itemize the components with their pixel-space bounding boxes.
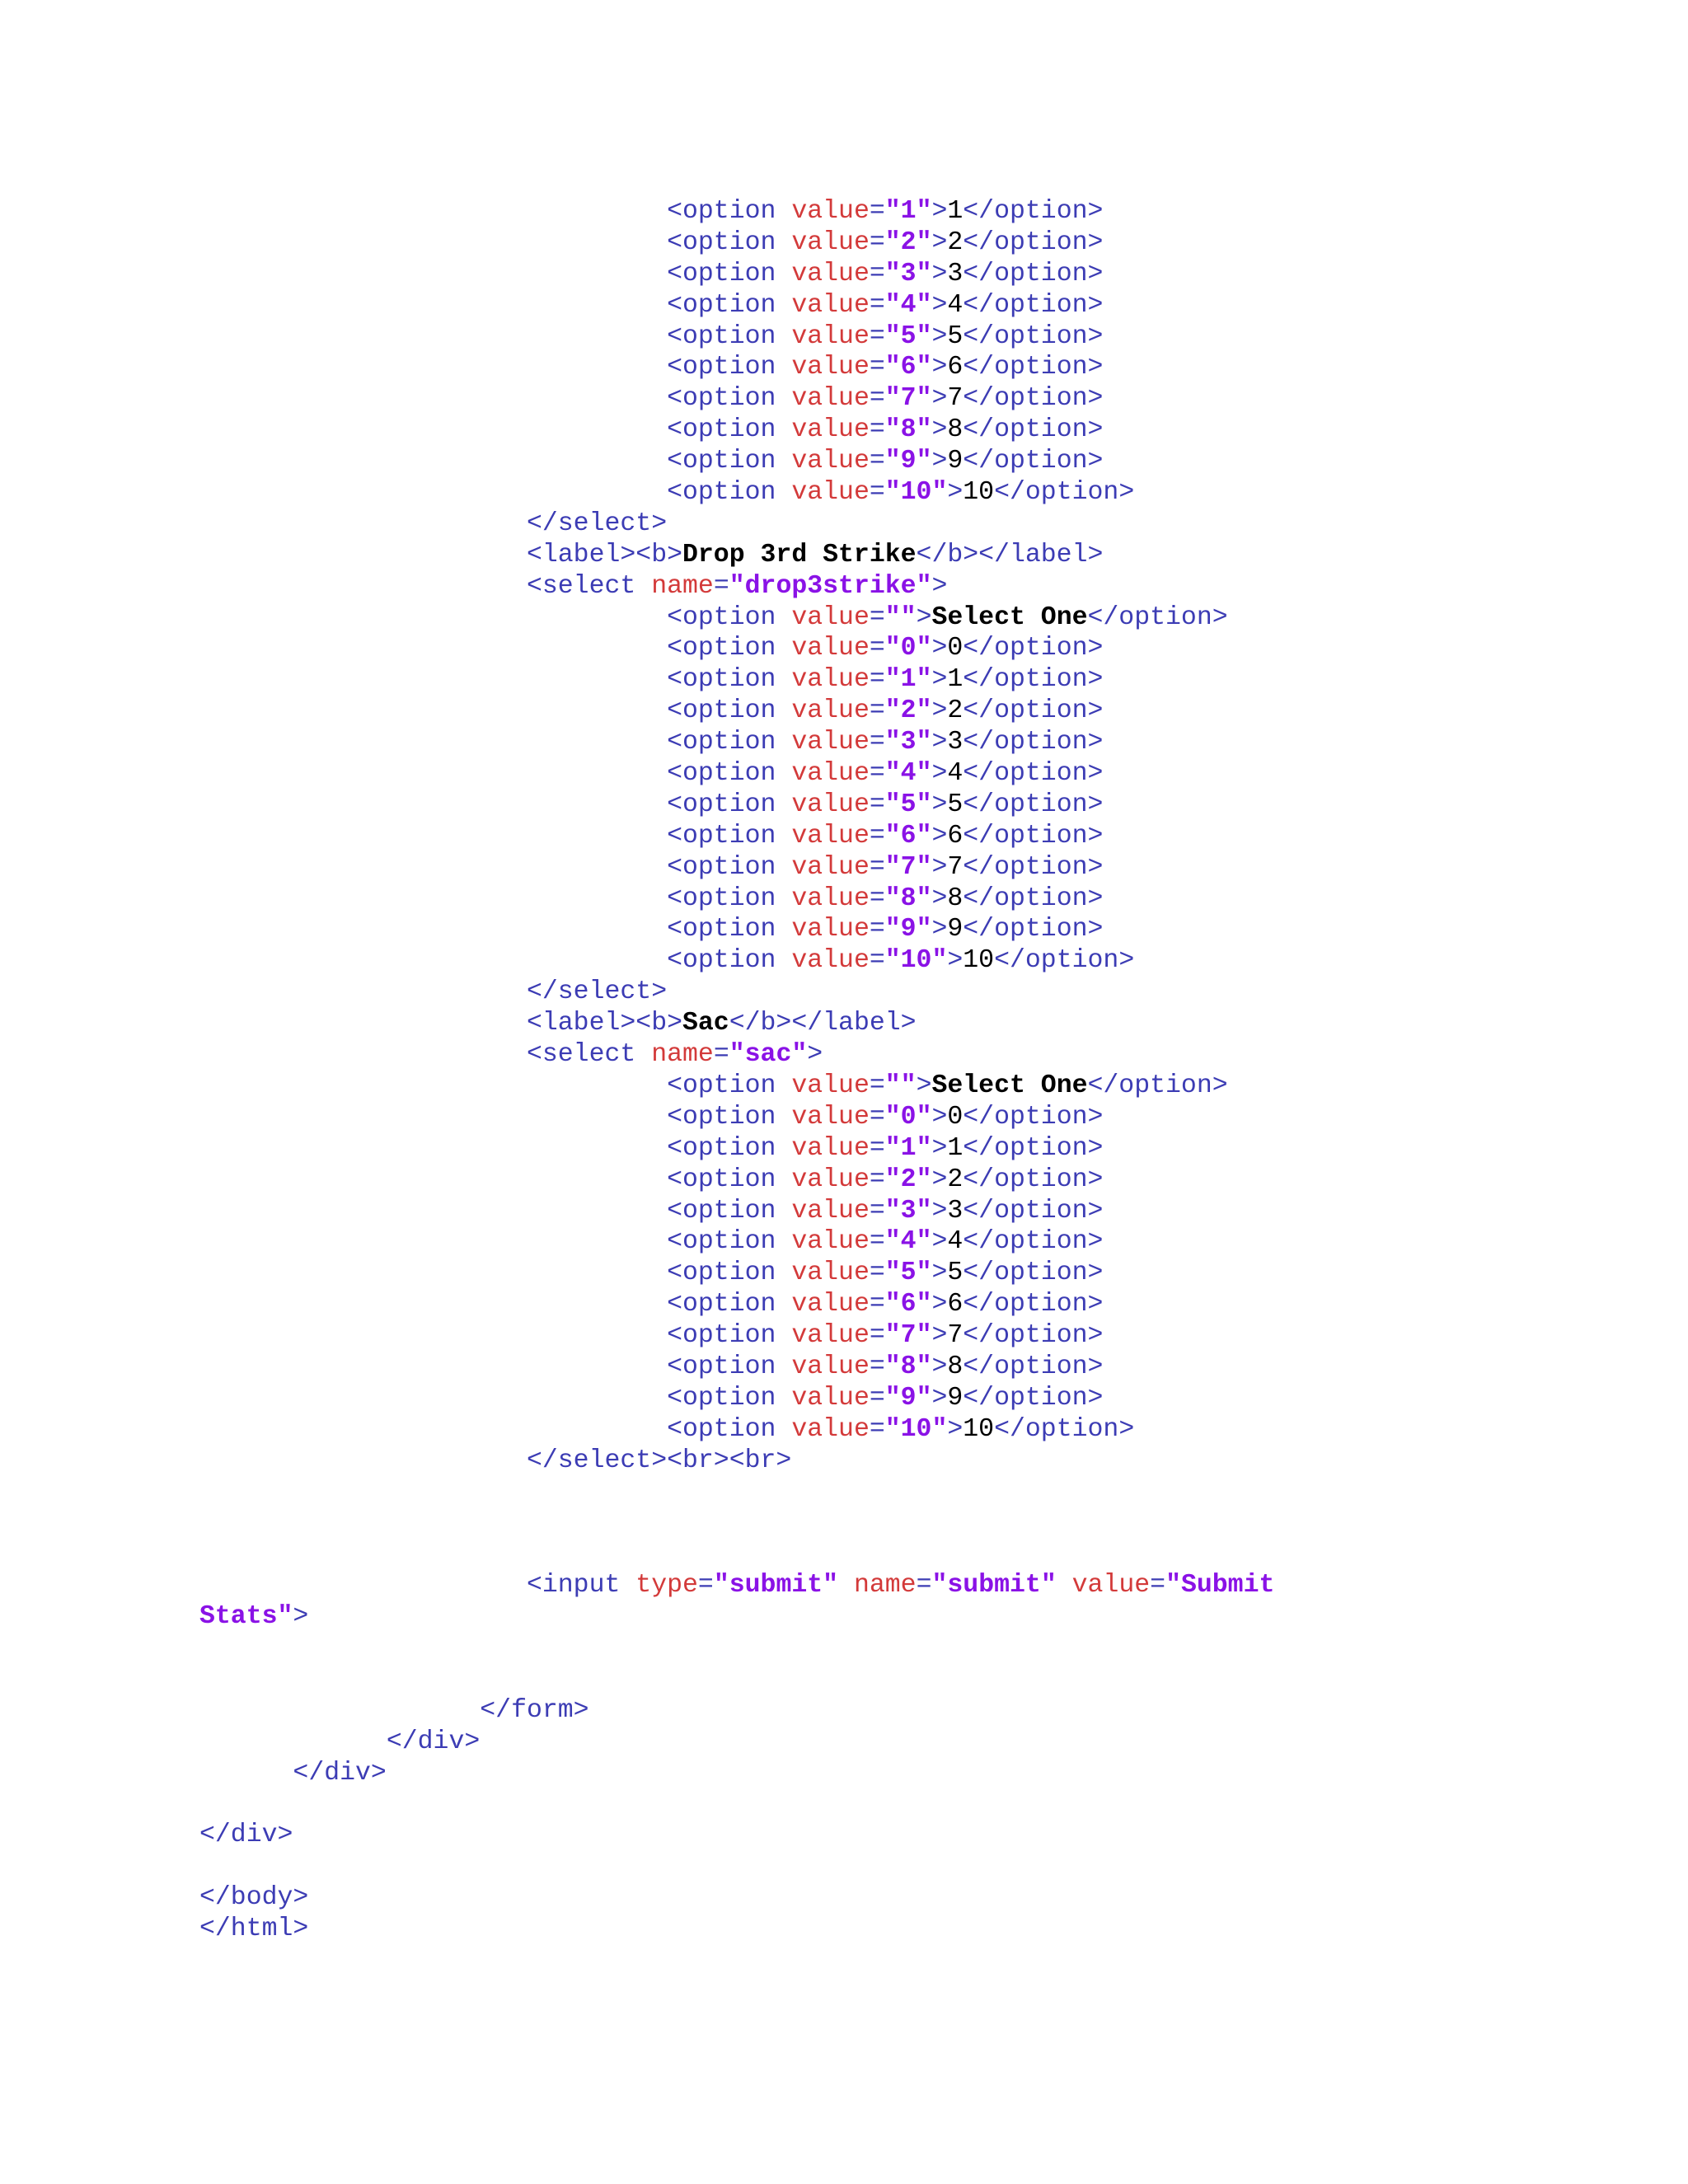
code-listing [199,196,1485,1945]
code-line: <option value="6">6</option> [667,353,1104,382]
option-value: 5 [900,790,917,819]
option-text: 9 [947,1383,964,1413]
option-value: 0 [900,1102,917,1132]
code-line [199,1851,1485,1882]
option-text: 8 [947,883,964,913]
code-line: <option value="10">10</option> [667,478,1135,508]
option-text: 9 [947,915,964,944]
code-line: <option value="5">5</option> [667,321,1104,351]
option-text: 6 [947,821,964,851]
code-line: <option value="9">9</option> [667,1383,1104,1413]
option-text: 8 [947,415,964,445]
code-line: <input type="submit" name="submit" value="Submit [526,1571,1275,1601]
option-value: 4 [900,759,917,789]
closing-tag: </div> [386,1727,481,1756]
option-value: 9 [900,1383,917,1413]
code-line: <label><b>Drop 3rd Strike</b></label> [526,540,1104,569]
option-value: 9 [900,915,917,944]
option-text: 8 [947,1352,964,1381]
code-line: <select name="drop3strike"> [526,571,948,601]
code-line: <option value="2">2</option> [667,227,1104,257]
option-value: 4 [900,1227,917,1257]
code-line: <option value="2">2</option> [667,1165,1104,1194]
code-line: <option value="3">3</option> [667,728,1104,757]
option-value: 1 [900,665,917,695]
code-line: <option value="7">7</option> [667,384,1104,414]
code-line: <option value="">Select One</option> [667,602,1228,632]
option-value: 2 [900,696,917,726]
option-text: 4 [947,759,964,789]
option-text: 3 [947,1196,964,1226]
option-text: 4 [947,290,964,320]
input-name: submit [947,1571,1041,1601]
code-line: <option value="10">10</option> [667,946,1135,976]
option-value: 7 [900,384,917,414]
code-line: Stats"> [199,1602,309,1632]
option-text: 0 [947,1102,964,1132]
code-line [199,977,1485,1008]
option-text: 10 [963,1414,995,1444]
option-text: 5 [947,321,964,351]
option-text: 6 [947,1290,964,1319]
code-line: <option value="6">6</option> [667,821,1104,851]
option-value: 5 [900,1258,917,1288]
option-text: 1 [947,665,964,695]
code-line: <option value="4">4</option> [667,759,1104,789]
option-text: 1 [947,197,964,226]
option-text: 4 [947,1227,964,1257]
option-value: 8 [900,415,917,445]
code-line [199,1882,1485,1914]
code-line [199,1820,1485,1851]
option-value: 3 [900,1196,917,1226]
select-name: drop3strike [744,571,917,601]
option-value: 4 [900,290,917,320]
option-text: 6 [947,353,964,382]
select-name: sac [744,1040,792,1070]
option-value: 1 [900,197,917,226]
code-line [199,1758,1485,1789]
option-text: 5 [947,1258,964,1288]
code-line [199,1664,1485,1695]
option-value: 10 [900,1414,932,1444]
closing-tag: </html> [199,1914,309,1943]
code-line: <option value="4">4</option> [667,1227,1104,1257]
code-line: <option value="9">9</option> [667,447,1104,476]
code-line: <option value="5">5</option> [667,1258,1104,1288]
option-text: 7 [947,1321,964,1351]
code-line [199,1914,1485,1945]
option-text: 7 [947,852,964,882]
code-line: <option value="3">3</option> [667,259,1104,288]
code-line [199,1539,1485,1570]
code-line: <label><b>Sac</b></label> [526,1009,917,1038]
code-line: <option value="3">3</option> [667,1196,1104,1226]
option-text: 9 [947,447,964,476]
option-value: 10 [900,478,932,508]
option-value: 2 [900,227,917,257]
code-line: <select name="sac"> [526,1040,823,1070]
code-line: <option value="10">10</option> [667,1414,1135,1444]
option-text: 2 [947,227,964,257]
code-line: <option value="8">8</option> [667,415,1104,445]
option-value: 0 [900,634,917,663]
code-line: <option value="5">5</option> [667,790,1104,819]
option-value: 5 [900,321,917,351]
option-text: 7 [947,384,964,414]
code-line: <option value="1">1</option> [667,197,1104,226]
code-line [199,1695,1485,1727]
option-value: 6 [900,1290,917,1319]
option-text: 10 [963,946,995,976]
option-text: 1 [947,1133,964,1163]
code-line: <option value="8">8</option> [667,1352,1104,1381]
option-value: 8 [900,883,917,913]
closing-tag: </div> [199,1821,293,1850]
code-line [199,1507,1485,1539]
label-text: Drop 3rd Strike [682,540,917,569]
option-value: 10 [900,946,932,976]
option-text: 3 [947,259,964,288]
option-value: 2 [900,1165,917,1194]
code-line [199,1633,1485,1664]
input-type: submit [729,1571,823,1601]
option-value: 6 [900,821,917,851]
option-text: 2 [947,1165,964,1194]
closing-tag: </select> [526,977,668,1007]
option-text: 5 [947,790,964,819]
code-line [199,1446,1485,1477]
option-value: 1 [900,1133,917,1163]
option-value: 9 [900,447,917,476]
code-line: <option value="7">7</option> [667,852,1104,882]
code-line: <option value="9">9</option> [667,915,1104,944]
option-value: 7 [900,852,917,882]
option-value: 7 [900,1321,917,1351]
option-text: 3 [947,728,964,757]
closing-tag: </select> [526,509,668,538]
closing-tag: </select><br><br> [526,1446,792,1475]
closing-tag: </div> [293,1758,387,1788]
code-line: <option value="7">7</option> [667,1321,1104,1351]
option-value: 3 [900,728,917,757]
code-line: <option value="2">2</option> [667,696,1104,726]
label-text: Sac [682,1009,729,1038]
code-line: <option value="0">0</option> [667,1102,1104,1132]
option-value: 6 [900,353,917,382]
code-line [199,509,1485,540]
option-text: 10 [963,478,995,508]
option-value: 3 [900,259,917,288]
option-value: 8 [900,1352,917,1381]
input-value-cont: Stats [199,1602,278,1632]
closing-tag: </body> [199,1883,309,1913]
code-line: <option value="">Select One</option> [667,1071,1228,1100]
code-line [199,1477,1485,1508]
code-line: <option value="0">0</option> [667,634,1104,663]
code-line: <option value="1">1</option> [667,1133,1104,1163]
option-text: Select One [931,602,1088,632]
option-text: Select One [931,1071,1088,1100]
code-line [199,1788,1485,1820]
code-line [199,1727,1485,1758]
input-value: Submit [1180,1571,1275,1601]
option-text: 0 [947,634,964,663]
code-line: <option value="1">1</option> [667,665,1104,695]
closing-tag: </form> [480,1695,589,1725]
code-line: <option value="6">6</option> [667,1290,1104,1319]
code-line: <option value="4">4</option> [667,290,1104,320]
option-text: 2 [947,696,964,726]
code-line: <option value="8">8</option> [667,883,1104,913]
